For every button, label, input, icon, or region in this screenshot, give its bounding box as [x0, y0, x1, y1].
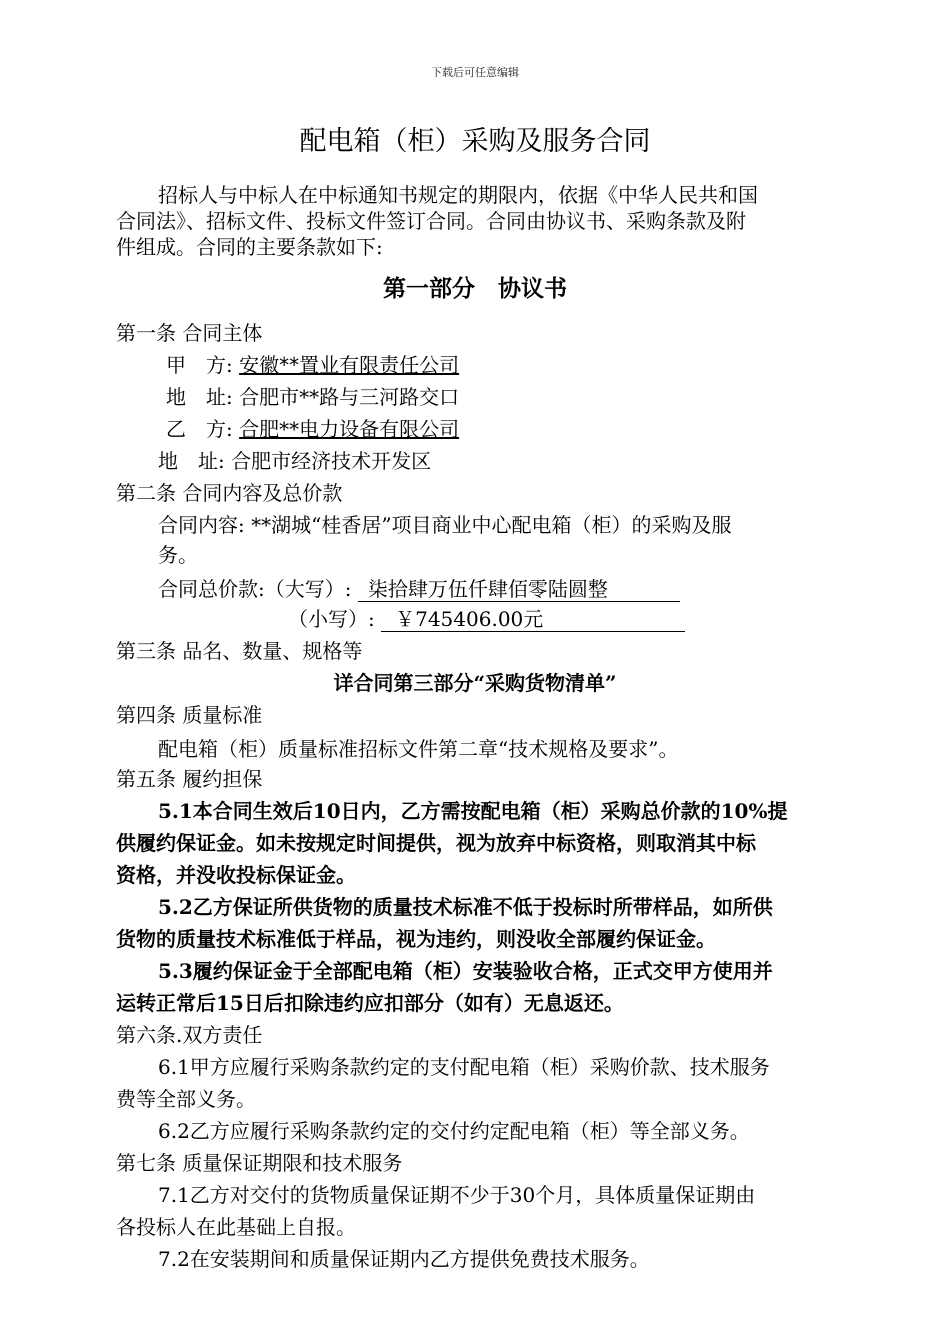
clause-5-1-line-3: 资格，并没收投标保证金。 — [116, 863, 356, 887]
clause-7-1-line-2: 各投标人在此基础上自报。 — [116, 1215, 356, 1239]
party-b-row — [166, 416, 459, 442]
article-4-heading: 第四条 质量标准 — [116, 703, 263, 727]
article-5-heading: 第五条 履约担保 — [116, 767, 263, 791]
contract-content-line-1: 合同内容: **湖城“桂香居”项目商业中心配电箱（柜）的采购及服 — [158, 513, 732, 537]
clause-5-3-line-2: 运转正常后15日后扣除违约应扣部分（如有）无息返还。 — [116, 991, 624, 1015]
total-price-label: 合同总价款:（大写）: — [158, 577, 352, 601]
party-a-row — [166, 352, 459, 378]
clause-6-1-line-1: 6.1甲方应履行采购条款约定的支付配电箱（柜）采购价款、技术服务 — [158, 1055, 770, 1079]
clause-6-1-line-2: 费等全部义务。 — [116, 1087, 256, 1111]
total-price-small-label: （小写）: — [288, 607, 375, 631]
article-3-heading: 第三条 品名、数量、规格等 — [116, 639, 363, 663]
article-4-text: 配电箱（柜）质量标准招标文件第二章“技术规格及要求”。 — [158, 737, 679, 761]
intro-line-2: 合同法》、招标文件、投标文件签订合同。合同由协议书、采购条款及附 — [116, 209, 746, 233]
clause-5-2-line-1: 5.2乙方保证所供货物的质量技术标准不低于投标时所带样品，如所供 — [158, 895, 773, 919]
total-price-upper: 柒拾肆万伍仟肆佰零陆圆整 — [358, 577, 680, 602]
clause-7-1-line-1: 7.1乙方对交付的货物质量保证期不少于30个月，具体质量保证期由 — [158, 1183, 756, 1207]
party-a-label: 甲 方: — [166, 353, 233, 377]
clause-5-1-line-1: 5.1本合同生效后10日内，乙方需按配电箱（柜）采购总价款的10%提 — [158, 799, 788, 823]
clause-6-2: 6.2乙方应履行采购条款约定的交付约定配电箱（柜）等全部义务。 — [158, 1119, 750, 1143]
total-price-lower: ￥745406.00元 — [381, 607, 685, 632]
party-b-address-label: 地 址: — [158, 449, 225, 473]
document-title: 配电箱（柜）采购及服务合同 — [299, 126, 651, 157]
article-7-heading: 第七条 质量保证期限和技术服务 — [116, 1151, 403, 1175]
article-6-heading: 第六条.双方责任 — [116, 1023, 263, 1047]
clause-5-1-line-2: 供履约保证金。如未按规定时间提供，视为放弃中标资格，则取消其中标 — [116, 831, 756, 855]
part-one-heading: 第一部分 协议书 — [383, 276, 567, 302]
total-price-upper-row — [158, 576, 680, 602]
party-b-address-row — [158, 448, 431, 474]
article-3-detail: 详合同第三部分“采购货物清单” — [333, 671, 617, 695]
intro-line-1: 招标人与中标人在中标通知书规定的期限内，依据《中华人民共和国 — [158, 183, 758, 207]
party-b-label: 乙 方: — [166, 417, 233, 441]
clause-5-2-line-2: 货物的质量技术标准低于样品，视为违约，则没收全部履约保证金。 — [116, 927, 716, 951]
clause-7-2: 7.2在安装期间和质量保证期内乙方提供免费技术服务。 — [158, 1247, 650, 1271]
article-2-heading: 第二条 合同内容及总价款 — [116, 481, 343, 505]
party-b-name: 合肥**电力设备有限公司 — [239, 417, 460, 441]
total-price-lower-row — [288, 606, 685, 632]
contract-content-line-2: 务。 — [158, 543, 198, 567]
party-a-address-row — [166, 384, 459, 410]
party-b-address: 合肥市经济技术开发区 — [231, 449, 432, 473]
article-1-heading: 第一条 合同主体 — [116, 321, 263, 345]
page-header: 下载后可任意编辑 — [431, 66, 519, 79]
intro-line-3: 件组成。合同的主要条款如下: — [116, 235, 383, 259]
clause-5-3-line-1: 5.3履约保证金于全部配电箱（柜）安装验收合格，正式交甲方使用并 — [158, 959, 773, 983]
party-a-address: 合肥市**路与三河路交口 — [239, 385, 460, 409]
party-a-name: 安徽**置业有限责任公司 — [239, 353, 460, 377]
party-a-address-label: 地 址: — [166, 385, 233, 409]
